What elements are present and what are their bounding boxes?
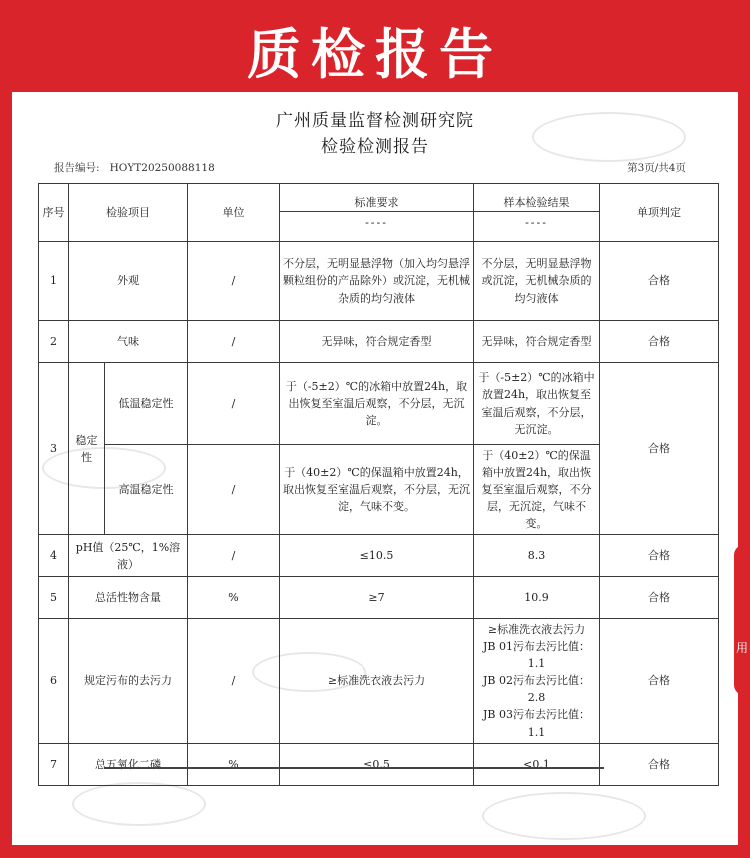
- row-verdict: 合格: [600, 321, 719, 363]
- header-verdict: 单项判定: [600, 184, 719, 242]
- row-seq: 4: [39, 535, 69, 577]
- cloud-watermark-icon: [72, 782, 206, 826]
- cloud-watermark-icon: [482, 792, 646, 840]
- header-banner: [0, 0, 750, 92]
- row-item: 低温稳定性: [105, 363, 188, 445]
- table-row: [39, 743, 719, 785]
- row-unit: %: [188, 743, 280, 785]
- row-result: 10.9: [474, 577, 600, 619]
- header-item: 检验项目: [69, 184, 188, 242]
- row-unit: /: [188, 445, 280, 535]
- table-row: [39, 363, 719, 445]
- table-row: [39, 619, 719, 743]
- table-row: [39, 577, 719, 619]
- header-seq: 序号: [39, 184, 69, 242]
- side-tab[interactable]: [734, 545, 750, 695]
- row-seq: 5: [39, 577, 69, 619]
- bottom-rule: [104, 767, 604, 769]
- row-item: 气味: [69, 321, 188, 363]
- row-verdict: 合格: [600, 242, 719, 321]
- header-standard: [280, 184, 474, 242]
- report-title: 检验检测报告: [321, 137, 429, 157]
- header-unit: 单位: [188, 184, 280, 242]
- row-result: [474, 619, 600, 743]
- table-row: [39, 321, 719, 363]
- side-tab-label: 用: [735, 641, 748, 655]
- row-standard: 不分层，无明显悬浮物（加入均匀悬浮颗粒组份的产品除外）或沉淀，无机械杂质的均匀液体: [280, 242, 474, 321]
- banner-title: 质检报告: [247, 23, 503, 86]
- report-number: [54, 160, 215, 175]
- row-item: 总活性物含量: [69, 577, 188, 619]
- row-standard: ≥7: [280, 577, 474, 619]
- row-item: 规定污布的去污力: [69, 619, 188, 743]
- row-group: 稳定性: [69, 363, 105, 535]
- row-unit: /: [188, 619, 280, 743]
- row-standard: ≤0.5: [280, 743, 474, 785]
- row-result: 不分层，无明显悬浮物或沉淀，无机械杂质的均匀液体: [474, 242, 600, 321]
- header-standard-label: 标准要求: [354, 195, 399, 209]
- table-row: [39, 242, 719, 321]
- row-result: 于（40±2）℃的保温箱中放置24h，取出恢复至室温后观察，不分层，无沉淀，气味不变。: [474, 445, 600, 535]
- row-standard: 于（-5±2）℃的冰箱中放置24h，取出恢复至室温后观察，不分层，无沉淀。: [280, 363, 474, 445]
- row-standard: 于（40±2）℃的保温箱中放置24h，取出恢复至室温后观察，不分层，无沉淀，气味不变。: [280, 445, 474, 535]
- row-result: 8.3: [474, 535, 600, 577]
- row-unit: /: [188, 242, 280, 321]
- row-verdict: 合格: [600, 619, 719, 743]
- row-seq: 1: [39, 242, 69, 321]
- result-line: JB 03污布去污比值：1.1: [483, 708, 590, 739]
- report-paper: [12, 92, 738, 845]
- row-unit: %: [188, 577, 280, 619]
- row-result: 于（-5±2）℃的冰箱中放置24h，取出恢复至室温后观察，不分层，无沉淀。: [474, 363, 600, 445]
- row-standard: ≤10.5: [280, 535, 474, 577]
- row-seq: 7: [39, 743, 69, 785]
- row-standard: ≥标准洗衣液去污力: [280, 619, 474, 743]
- row-item: 外观: [69, 242, 188, 321]
- result-line: JB 02污布去污比值：2.8: [483, 674, 590, 705]
- row-unit: /: [188, 363, 280, 445]
- row-seq: 2: [39, 321, 69, 363]
- institute-name: 广州质量监督检测研究院: [276, 111, 474, 131]
- report-number-value: HOYT20250088118: [109, 162, 215, 174]
- row-item: 高温稳定性: [105, 445, 188, 535]
- row-item: 总五氧化二磷: [69, 743, 188, 785]
- row-standard: 无异味，符合规定香型: [280, 321, 474, 363]
- row-unit: /: [188, 321, 280, 363]
- inspection-table: [38, 183, 719, 786]
- result-line: JB 01污布去污比值：1.1: [483, 640, 590, 671]
- row-result: <0.1: [474, 743, 600, 785]
- header-result: [474, 184, 600, 242]
- table-header-row: [39, 184, 719, 242]
- row-verdict: 合格: [600, 743, 719, 785]
- row-verdict: 合格: [600, 363, 719, 535]
- row-seq: 3: [39, 363, 69, 535]
- row-verdict: 合格: [600, 577, 719, 619]
- row-verdict: 合格: [600, 535, 719, 577]
- header-standard-sub: ----: [280, 211, 473, 231]
- report-number-label: 报告编号:: [54, 162, 100, 174]
- header-result-label: 样本检验结果: [503, 195, 570, 209]
- row-unit: /: [188, 535, 280, 577]
- header-result-sub: ----: [474, 211, 599, 231]
- table-row: [39, 535, 719, 577]
- row-item: pH值（25℃，1%溶液）: [69, 535, 188, 577]
- page-indicator: 第3页/共4页: [627, 162, 686, 174]
- row-result: 无异味，符合规定香型: [474, 321, 600, 363]
- row-seq: 6: [39, 619, 69, 743]
- result-line: ≥标准洗衣液去污力: [487, 623, 586, 637]
